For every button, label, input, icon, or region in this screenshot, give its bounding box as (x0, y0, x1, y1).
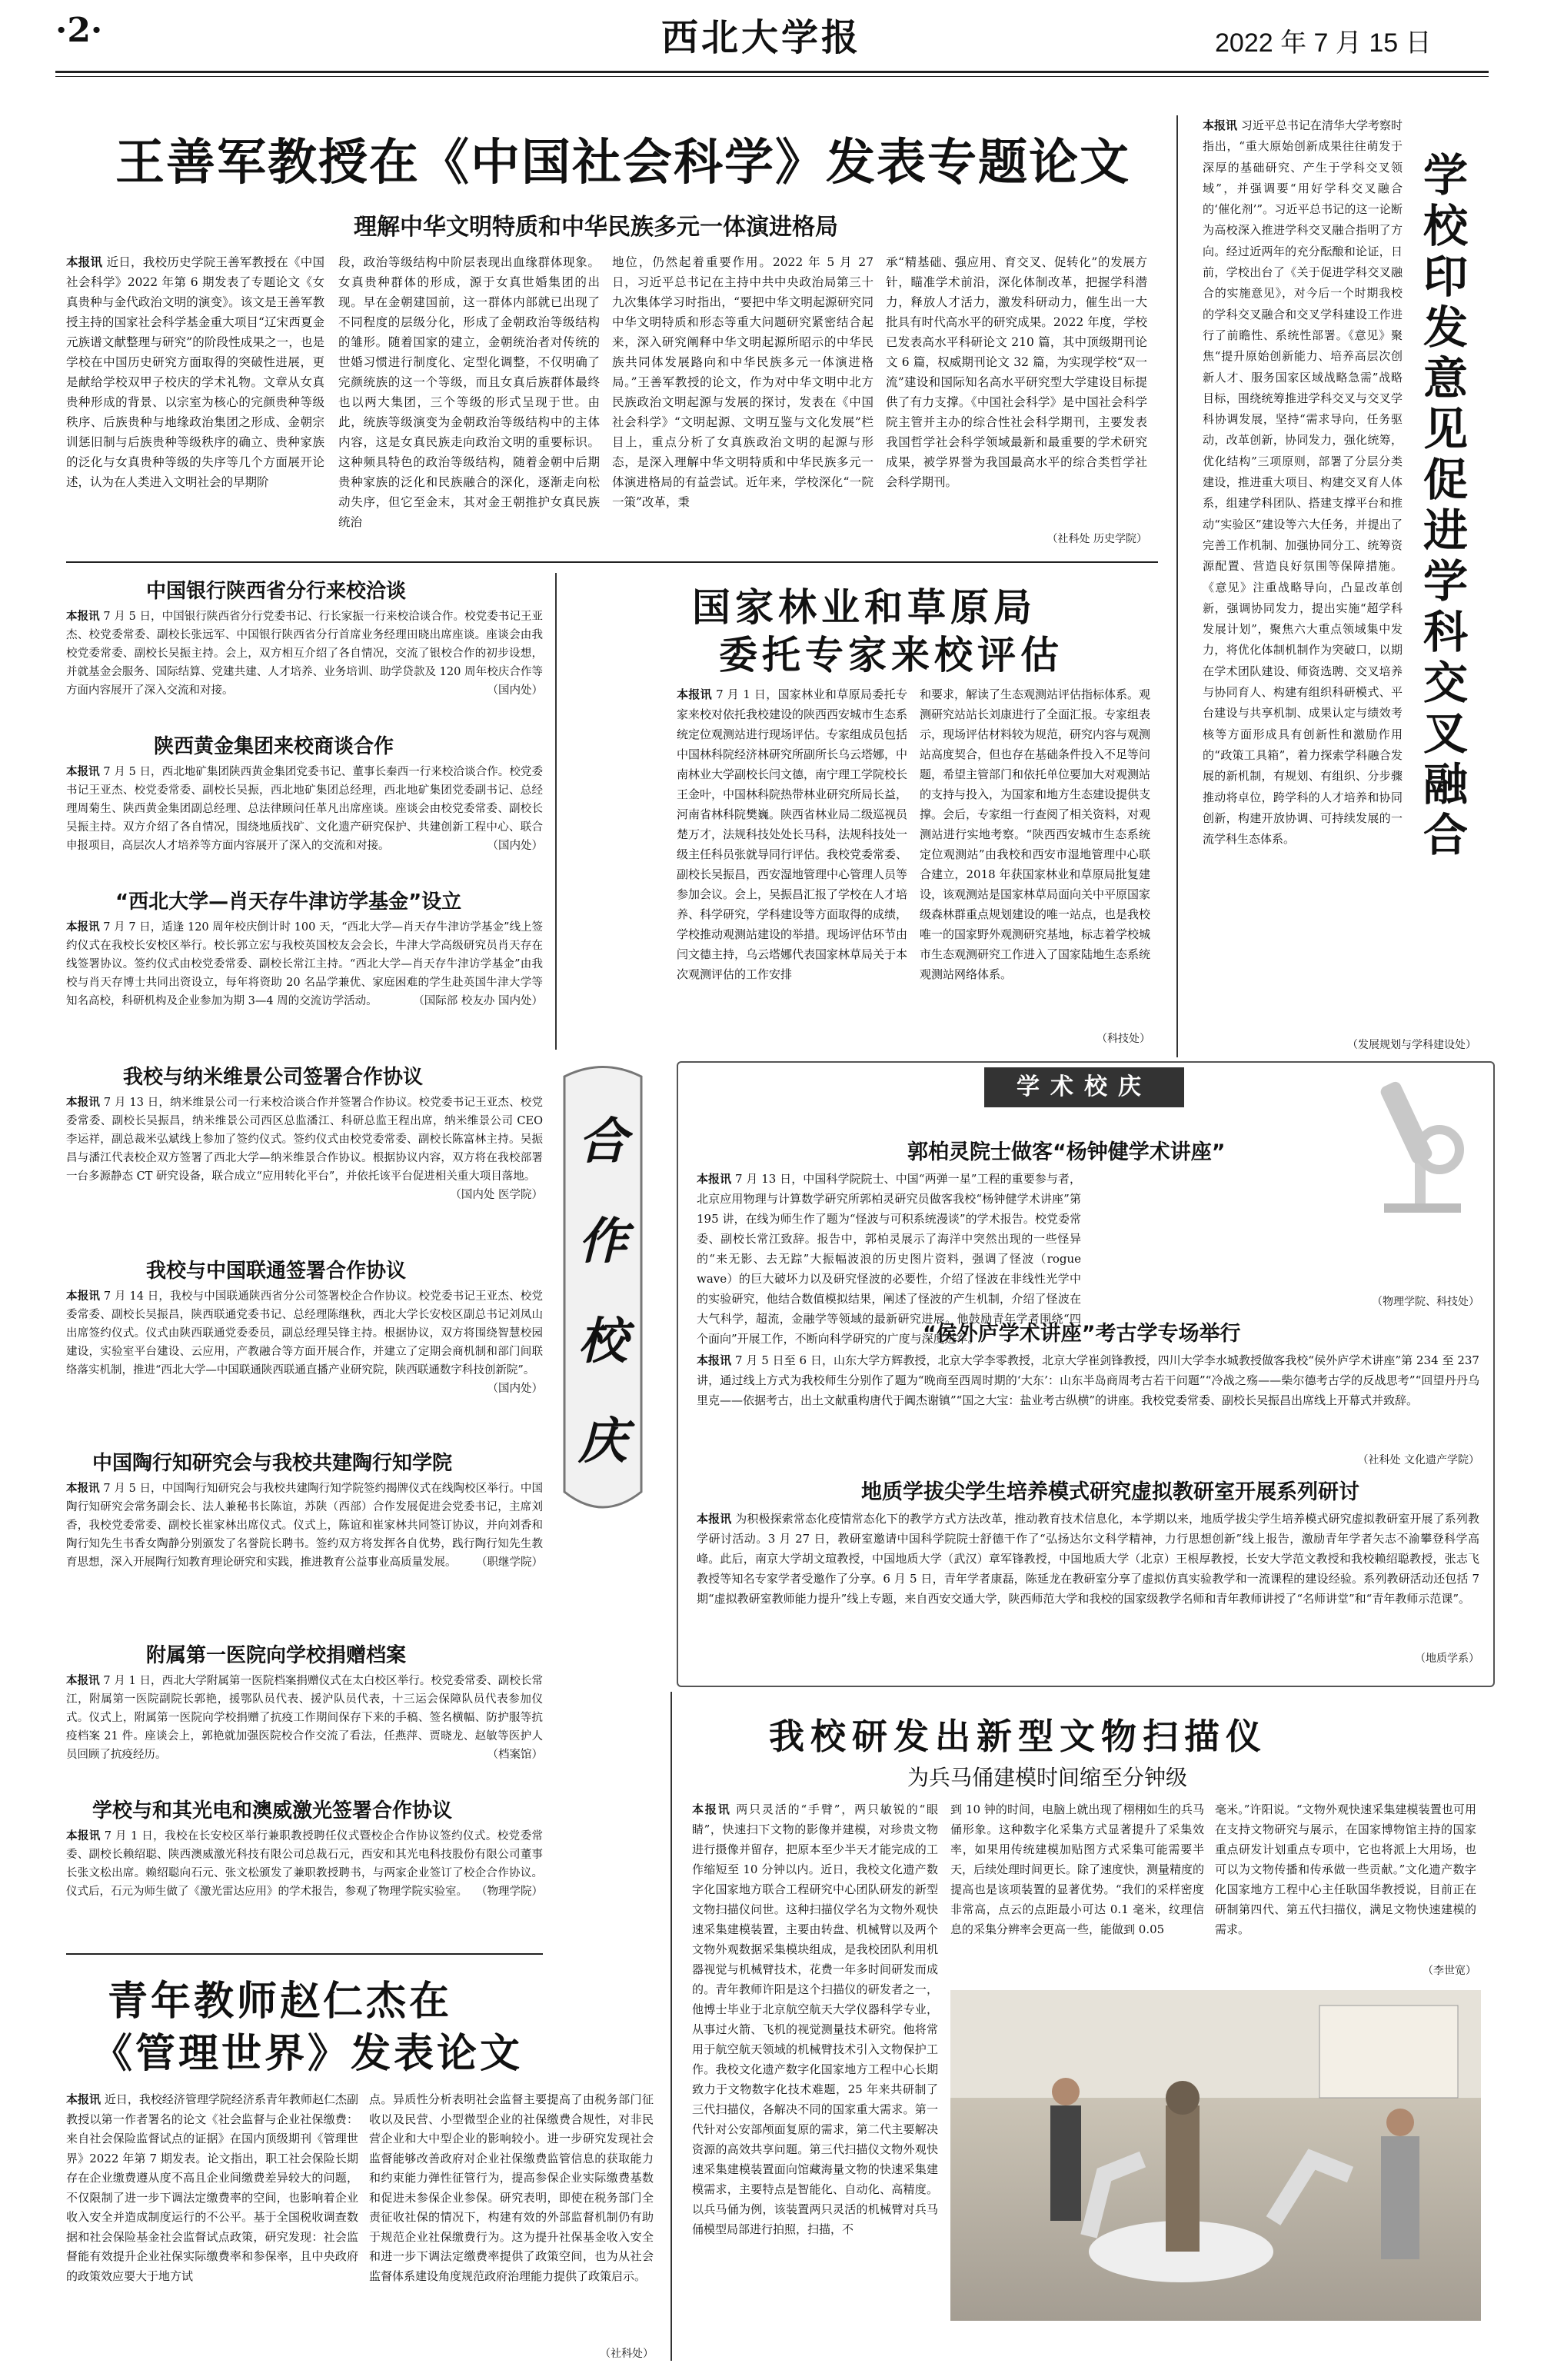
forestry-headline-1: 国家林业和草原局 (692, 585, 1037, 630)
brief-2-body: 本报讯 7 月 5 日，西北地矿集团陕西黄金集团党委书记、董事长秦西一行来校洽谈合作。校党委书记王亚杰、校党委常委、副校长吴振，西北地矿集团总经理，西北地矿集团党委副书记、总经理周菊生、陕西黄金集团副总经理、总法律顾问任革凡出席座谈。座谈会由校党委常委、副校长吴振主持。双方介绍了各自情况，围绕地质找矿、文化遗产研究保护、共建创新工程中心、联合申报项目，高层次人才培养等方面内容展开了深入的交流和对接。 （国内处） (66, 765, 544, 852)
lead-headline: 王善军教授在《中国社会科学》发表专题论文 (115, 134, 1130, 191)
youth-column-1: 本报讯 近日，我校经济管理学院经济系青年教师赵仁杰副教授以第一作者署名的论文《社会监督与企业社保缴费：来自社会保险监督试点的证据》在国内顶级期刊《管理世界》2022 年第 7 期发表。论文指出，职工社会保险长期存在企业缴费遵从度不高且企业间缴费差异较大的问题，不仅限制了进一步下调法定缴费率的空间，也影响着企业收入安全并造成制度运行的不公平。基于全国税收调查数据和社会保险基金社会监督试点政策，研究发现：社会监督能有效提升企业社保实际缴费率和参保率，且中央政府的政策效应要大于地方试 (66, 2092, 358, 2283)
brief-4-body: 本报讯 7 月 13 日，纳米维景公司一行来校洽谈合作并签署合作协议。校党委书记王亚杰、校党委常委、副校长吴振昌，纳米维景公司西区总监潘江、科研总监王程出席，纳米维景公司 CEO 李运祥，副总裁米弘斌线上参加了签约仪式。签约仪式由校党委常委、副校长陈富林主持。吴振昌与潘江代表校企双方签署了西北大学—纳米维景合作协议。根据协议内容，双方将在我校部署一台多源静态 CT 研究设备，联合成立“应用转化平台”，并依托该平台促进相关重大项目落地。 （国内处 医学院） (66, 1096, 543, 1201)
brief-7-body: 本报讯 7 月 1 日，西北大学附属第一医院档案捐赠仪式在太白校区举行。校党委常委、副校长常江，附属第一医院副院长郭艳，援鄂队员代表、援沪队员代表，十三运会保障队员代表参加仪式。仪式上，附属第一医院向学校捐赠了抗疫工作期间保存下来的手稿、签名横幅、防护服等抗疫档案 21 件。座谈会上，郭艳就加强医院校合作交流了看法，任燕萍、贾晓龙、赵敏等医护人员回顾了抗疫经历。 （档案馆） (66, 1674, 544, 1761)
brief-4-title: 我校与纳米维景公司签署合作协议 (123, 1066, 424, 1089)
academic-article-2-affiliation: （社科处 文化遗产学院） (1357, 1454, 1479, 1466)
brief-1-title: 中国银行陕西省分行来校洽谈 (146, 580, 407, 603)
lead-column-3: 地位，仍然起着重要作用。2022 年 5 月 27 日，习近平总书记在主持中共中央政治局第三十九次集体学习时指出，“要把中华文明起源研究同中华文明特质和形态等重大问题研究紧密结合起来，深入研究阐释中华文明起源所昭示的中华民族共同体发展路向和中华民族多元一体演进格局。”王善军教授的论文，作为对中华文明中北方民族政治文明起源与发展的探讨，发表在《中国社会科学》“文明起源、文明互鉴与文化发展”栏目上，重点分析了女真族政治文明的起源与形态，是深入理解中华文明特质和中华民族多元一体演进格局的有益尝试。近年来，学校深化“一院一策”改革，秉 (612, 255, 873, 509)
lead-affiliation: （社科处 历史学院） (1047, 533, 1147, 545)
brief-1-body: 本报讯 7 月 5 日，中国银行陕西省分行党委书记、行长家振一行来校洽谈合作。校党委书记王亚杰、校党委常委、副校长张远军、中国银行陕西省分行首席业务经理田晓出席座谈。座谈会由我校党委常委、副校长吴振主持。会上，双方相互介绍了各自情况，交流了银校合作的初步设想，并就基金会服务、国际结算、党建共建、人才培养、业务培训、助学贷款及 120 周年校庆合作等方面内容展开了深入交流和对接。 （国内处） (66, 610, 544, 697)
academic-banner: 学术校庆 (984, 1067, 1184, 1107)
brief-2-title: 陕西黄金集团来校商谈合作 (154, 735, 394, 758)
youth-affiliation: （社科处） (600, 2348, 654, 2360)
brief-7-title: 附属第一医院向学校捐赠档案 (146, 1644, 407, 1667)
scanner-photo (950, 1990, 1481, 2321)
youth-headline-1: 青年教师赵仁杰在 (108, 1979, 453, 2025)
side-article-body: 本报讯 习近平总书记在清华大学考察时指出，“重大原始创新成果往往萌发于深厚的基础研究、产生于学科交叉领域”，并强调要“用好学科交叉融合的‘催化剂’”。习近平总书记的这一论断为高校深入推进学科交叉融合指明了方向。经过近两年的充分酝酿和论证，日前，学校出台了《关于促进学科交叉融合的实施意见》，对今后一个时期我校的学科交叉融合和交叉学科建设工作进行了前瞻性、系统性部署。《意见》聚焦“提升原始创新能力、培养高层次创新人才、服务国家区域战略急需”战略目标，围绕统筹推进学科交叉与交叉学科协调发展，坚持“需求导向，任务驱动，改革创新，协同发力，强化统筹，优化结构”三项原则，部署了分层分类建设，推进重大项目、构建交叉育人体系，组建学科团队、搭建支撑平台和推动“实验区”建设等六大任务，并提出了完善工作机制、加强协同分工、统筹资源配置、营造良好氛围等保障措施。《意见》注重战略导向，凸显改革创新，强调协同发力，提出实施“超学科发展计划”，聚焦六大重点领域集中发力，将优化体制机制作为突破口，以期在学术团队建设、师资选聘、交叉培养与协同育人、构建有组织科研模式、平台建设与共享机制、成果认定与绩效考核等方面形成具有创新性和激励作用的“政策工具箱”，着力探索学科融合发展的新机制，有规划、有组织、分步骤推动将卓位，跨学科的人才培养和协同创新，构建开放协调、可持续发展的一流学科生态体系。 (1203, 118, 1403, 847)
academic-article-3-affiliation: （地质学系） (1415, 1653, 1479, 1665)
brief-5-title: 我校与中国联通签署合作协议 (146, 1260, 407, 1283)
forestry-headline-2: 委托专家来校评估 (719, 633, 1063, 677)
forestry-affiliation: （科技处） (1096, 1033, 1150, 1045)
lead-column-4: 承“精基础、强应用、育交叉、促转化”的发展方针，瞄准学术前沿，深化体制改革，把握学科潜力，释放人才活力，激发科研动力，催生出一大批具有时代高水平的研究成果。2022 年度，学校已发表高水平科研论文 210 篇，其中顶级期刊论文 6 篇，权威期刊论文 32 篇，为实现学校“双一流”建设和国际知名高水平研究型大学建设目标提供了有力支撑。《中国社会科学》是中国社会科学院主管并主办的综合性社会科学期刊，主要发表我国哲学社会科学领域最新和最重要的学术研究成果，被学界誉为我国最高水平的综合类哲学社会科学期刊。 (886, 255, 1147, 489)
academic-article-2-body: 本报讯 7 月 5 日至 6 日，山东大学方辉教授，北京大学李零教授，北京大学崔剑锋教授，四川大学李水城教授做客我校“侯外庐学术讲座”第 234 至 237 讲，通过线上方式为我校师生分别作了题为“晚商至西周时期的‘大东’：山东半岛商周考古若干问题”“冷战之殇——柴尔德考古学的反战思考”“回望丹丹乌里克——依据考古，出土文献重构唐代于阗杰谢镇”“国之大宝：盐业考古纵横”的讲座。我校党委常委、副校长吴振昌出席线上开幕式并致辞。 (697, 1353, 1479, 1407)
side-headline: 学校印发意见促进学科交叉融合 (1423, 149, 1468, 861)
section-rule (66, 561, 1158, 563)
brief-5-body: 本报讯 7 月 14 日，我校与中国联通陕西省分公司签署校企合作协议。校党委书记王亚杰、校党委常委、副校长吴振昌，陕西联通党委书记、总经理陈继秋，西北大学长安校区副总书记刘凤山出席签约仪式。仪式由陕西联通党委委员，副总经理吴锋主持。根据协议，双方将围绕智慧校园建设，实验室平台建设、云应用，产教融合等方面开展合作，并建立了定期会商机制和部门间联络落实机制，推进“西北大学—中国联通陕西联通直播产业研究院，陕西联通数字科技创新院”。 （国内处） (66, 1290, 543, 1395)
academic-article-3-title: 地质学拔尖学生培养模式研究虚拟教研室开展系列研讨 (861, 1480, 1359, 1504)
forestry-column-1: 本报讯 7 月 1 日，国家林业和草原局委托专家来校对依托我校建设的陕西西安城市生态系统定位观测站进行现场评估。专家组成员包括中国林科院经济林研究所副所长乌云塔娜，中南林业大学副校长闫文德，南宁理工学院校长王金叶，中国林科院热带林业研究所局长益，河南省林科院樊巍。陕西省林业局二级巡视员楚万才，法规科技处处长马科，法规科技处一级主任科员张就导同行评估。我校党委常委、副校长吴振昌，西安湿地管理中心管理人员等参加会议。会上，吴振昌汇报了学校在人才培养、科学研究，学科建设等方面取得的成绩，学校推动观测站建设的举措。现场评估环节由闫文德主持，乌云塔娜代表国家林草局关于本次观测评估的工作安排 (677, 687, 908, 981)
youth-column-2: 点。异质性分析表明社会监督主要提高了由税务部门征收以及民营、小型微型企业的社保缴费合规性，对非民营企业和大中型企业的影响较小。进一步研究发现社会监督能够改善政府对企业社保缴费监管信息的获取能力和约束能力弹性征管行为，提高参保企业实际缴费基数和促进未参保企业参保。研究表明，即使在税务部门全责征收社保的情况下，构建有效的外部监督机制仍有助于规范企业社保缴费行为。这为提升社保基金收入安全和进一步下调法定缴费率提供了政策空间，也为从社会监督体系建设角度规范政府治理能力提供了政策启示。 (369, 2092, 654, 2283)
forestry-column-2: 和要求，解读了生态观测站评估指标体系。观测研究站站长刘康进行了全面汇报。专家组表示，现场评估材料较为规范，研究内容与观测站高度契合，但也存在基础条件投入不足等问题，希望主管部门和依托单位要加大对观测站的支持与投入，为国家和地方生态建设提供支撑。会后，专家组一行查阅了相关资料，对观测站进行实地考察。“陕西西安城市生态系统定位观测站”由我校和西安市湿地管理中心联合建立，2018 年获国家林业和草原局批复建设，该观测站是国家林草局面向关中平原国家级森林群重点规划建设的唯一站点，也是我校唯一的国家野外观测研究基地，标志着学校城市生态观测研究工作进入了国家陆地生态系统观测站网络体系。 (920, 687, 1151, 981)
briefs-divider (555, 573, 557, 1050)
scanner-column-1: 本报讯 两只灵活的“手臂”，两只敏锐的“眼睛”，快速扫下文物的影像并建模，对珍贵文物进行摄像并留存，把原本至少半天才能完成的工作缩短至 10 分钟以内。近日，我校文化遗产数字化国家地方联合工程研究中心团队研发的新型文物扫描仪问世。这种扫描仪学名为文物外观快速采集建模装置，主要由转盘、机械臂以及两个文物外观数据采集模块组成，是我校团队利用机器视觉与机械臂技术，花费一年多时间研发而成的。青年教师许阳是这个扫描仪的研发者之一，他博士毕业于北京航空航天大学仪器科学专业，从事过火箭、飞机的视觉测量技术研究。他将常用于航空航天领域的机械臂技术引入文物保护工作。我校文化遗产数字化国家地方工程中心长期致力于文物数字化技术难题，25 年来共研制了三代扫描仪，各解决不同的国家重大需求。第一代针对公安部颅面复原的需求，第二代主要解决资源的高效共享问题。第三代扫描仪文物外观快速采集建模装置面向馆藏海量文物的快速采集建模需求，主要特点是智能化、自动化、高精度。以兵马俑为例，该装置两只灵活的机械臂对兵马俑模型局部进行拍照，扫描，不 (692, 1802, 938, 2236)
header-rule-thin (55, 76, 1489, 77)
academic-article-2-title: “侯外庐学术讲座”考古学专场举行 (923, 1322, 1241, 1346)
youth-headline-2: 《管理世界》发表论文 (92, 2031, 524, 2077)
masthead: 西北大学报 (661, 16, 862, 59)
cooperation-label: 合 作 校 庆 (578, 1113, 627, 1470)
scanner-affiliation: （李世宽） (1423, 1965, 1476, 1977)
lead-column-2: 段，政治等级结构中阶层表现出血缘群体现象。女真贵种群体的形成，源于女真世婚集团的出现。早在金朝建国前，这一群体内部就已出现了不同程度的层级分化，形成了金朝政治等级结构的雏形。随着国家的建立，金朝统治者对传统的世婚习惯进行制度化、定型化调整，不仅明确了完颜统族的这一个等级，而且女真后族群体最终也以两大集团，三个等级的形式呈现于世。由此，统族等级演变为金朝政治等级结构中的主体内容，这是女真民族走向政治文明的重要标识。这种频具特色的政治等级结构，随着金朝中后期贵种家族的泛化和民族融合的深化，逐渐走向松动失序，但它至金末，其对金王朝推护女真民族统治 (338, 255, 600, 529)
brief-8-body: 本报讯 7 月 1 日，我校在长安校区举行兼职教授聘任仪式暨校企合作协议签约仪式。校党委常委、副校长赖绍聪、陕西澳威激光科技有限公司总裁石元，西安和其光电科技股份有限公司董事长张文松出席。赖绍聪向石元、张文松颁发了兼职教授聘书，与两家企业签订了校企合作协议。仪式后，石元为师生做了《激光雷达应用》的学术报告，参观了物理学院实验室。 （物理学院） (66, 1829, 544, 1898)
academic-article-1-col2 (1095, 1169, 1479, 1289)
brief-8-title: 学校与和其光电和澳威激光签署合作协议 (92, 1799, 453, 1822)
lead-column-1: 本报讯 近日，我校历史学院王善军教授在《中国社会科学》2022 年第 6 期发表了专题论文《女真贵种与金代政治文明的演变》。该文是王善军教授主持的国家社会科学基金重大项目“辽宋西夏金元族谱文献整理与研究”的阶段性成果之一，也是学校在中国历史研究方面取得的突破性进展，更是献给学校双甲子校庆的学术礼物。文章从女真贵种形成的背景、以宗室为核心的完颜贵种等级秩序、后族贵种与地缘政治集团之形成、金朝宗训惩旧制与后族贵种等级秩序的确立、贵种家族的泛化与女真贵种等级的失序等几个方面展开论述，认为在人类进入文明社会的早期阶 (66, 255, 324, 489)
issue-date: 2022 年 7 月 15 日 (1215, 28, 1432, 58)
scanner-column-2: 到 10 钟的时间，电脑上就出现了栩栩如生的兵马俑形象。这种数字化采集方式显著提升了采集效率，如果用传统建模加贴图方式采集可能需要半天，后续处理时间更长。除了速度快，测量精度的提高也是该项装置的显著优势。“我们的采样密度非常高，点云的点距最小可达 0.1 毫米，纹理信息的采集分辨率会更高一些，能做到 0.05 (950, 1802, 1205, 1936)
brief-3-title: “西北大学—肖天存牛津访学基金”设立 (115, 890, 462, 914)
scanner-column-3: 毫米。”许阳说。“文物外观快速采集建模装置也可用在支持文物研究与展示，在国家博物馆主持的国家重点研发计划重点专项中，它也将派上大用场，也可以为文物传播和传承做一些贡献。”文化遗产数字化国家地方工程中心主任耿国华教授说，目前正在研制第四代、第五代扫描仪，满足文物快速建模的需求。 (1215, 1802, 1476, 1936)
academic-article-1-affiliation: （物理学院、科技处） (1372, 1296, 1479, 1308)
academic-article-3-body: 本报讯 为积极探索常态化疫情常态化下的教学方式方法改革，推动教育技术信息化，本学期以来，地质学拔尖学生培养模式研究虚拟教研室开展了系列教学研讨活动。3 月 27 日，教研室邀请中国科学院院士舒德干作了“弘扬达尔文科学精神，力行思想创新”线上报告，激励青年学者矢志不渝攀登科学高峰。此后，南京大学胡文瑄教授，中国地质大学（武汉）章军锋教授，中国地质大学（北京）王根厚教授，长安大学范文教授和我校赖绍聪教授，张志飞教授等知名专家学者受邀作了分享。6 月 5 日，青年学者康磊，陈延龙在教研室分享了虚拟仿真实验教学和一流课程的建设经验。系列教研活动还包括 7 期“虚拟教研室教师能力提升”线上专题，来自西安交通大学，陕西师范大学和我校的国家级教学名师和青年教师讲授了“名师讲堂”和“青年教师示范课”。 (697, 1512, 1479, 1606)
side-divider (1176, 115, 1178, 1057)
brief-6-title: 中国陶行知研究会与我校共建陶行知学院 (92, 1452, 453, 1475)
academic-article-1-col1: 本报讯 7 月 13 日，中国科学院院士、中国“两弹一星”工程的重要参与者，北京应用物理与计算数学研究所郭柏灵研究员做客我校“杨钟健学术讲座”第 195 讲，在线为师生作了题为“怪波与可积系统漫谈”的学术报告。校党委常委、副校长常江致辞。报告中，郭柏灵展示了海洋中突然出现的一些怪异的“来无影、去无踪”大振幅波浪的历史图片资料，强调了怪波（rogue wave）的巨大破坏力以及研究怪波的必要性，介绍了怪波在非线性光学中的实验研究，他结合数值模拟结果，阐述了怪波的产生机制，介绍了怪波在大气科学，超流，金融学等领域的最新研究进展。他鼓励青年学者围绕“四个面向”开展工作，不断向科学研究的广度与深度进军。 (697, 1172, 1081, 1346)
academic-article-1-title: 郭柏灵院士做客“杨钟健学术讲座” (907, 1140, 1226, 1164)
side-affiliation: （发展规划与学科建设处） (1347, 1039, 1476, 1051)
brief-6-body: 本报讯 7 月 5 日，中国陶行知研究会与我校共建陶行知学院签约揭牌仪式在线陶校区举行。中国陶行知研究会常务副会长、法人兼秘书长陈谊，苏陕（西部）合作发展促进会党委书记，主席刘香，我校党委常委、副校长崔家林出席仪式。仪式上，陈谊和崔家林共同签订协议，并向刘香和陶行知先生书香女陶静分别颁发了名誉院长聘书。签约双方将发挥各自优势，践行陶行知先生教育思想，深入开展陶行知教育理论研究和实践，推进教育公益事业高质量发展。 （职继学院） (66, 1482, 544, 1569)
lower-divider (671, 1692, 672, 2361)
scanner-subheadline: 为兵马俑建模时间缩至分钟级 (907, 1765, 1188, 1790)
lead-subheadline: 理解中华文明特质和中华民族多元一体演进格局 (354, 214, 838, 241)
page-number: ·2· (55, 11, 103, 50)
scanner-headline: 我校研发出新型文物扫描仪 (769, 1716, 1267, 1757)
header-rule (55, 71, 1489, 73)
brief-3-body: 本报讯 7 月 7 日，适逢 120 周年校庆倒计时 100 天，“西北大学—肖天存牛津访学基金”线上签约仪式在我校长安校区举行。校长郭立宏与我校英国校友会会长，牛津大学高级研究员肖天存在线签署协议。签约仪式由校党委常委、副校长常江主持。“西北大学—肖天存牛津访学基金”由我校与肖天存博士共同出资设立，每年将资助 20 名品学兼优、家庭困难的学生赴英国牛津大学等知名高校，科研机构及企业参加为期 3—4 周的交流访学活动。 （国际部 校友办 国内处） (66, 920, 544, 1007)
youth-rule (66, 1953, 543, 1955)
